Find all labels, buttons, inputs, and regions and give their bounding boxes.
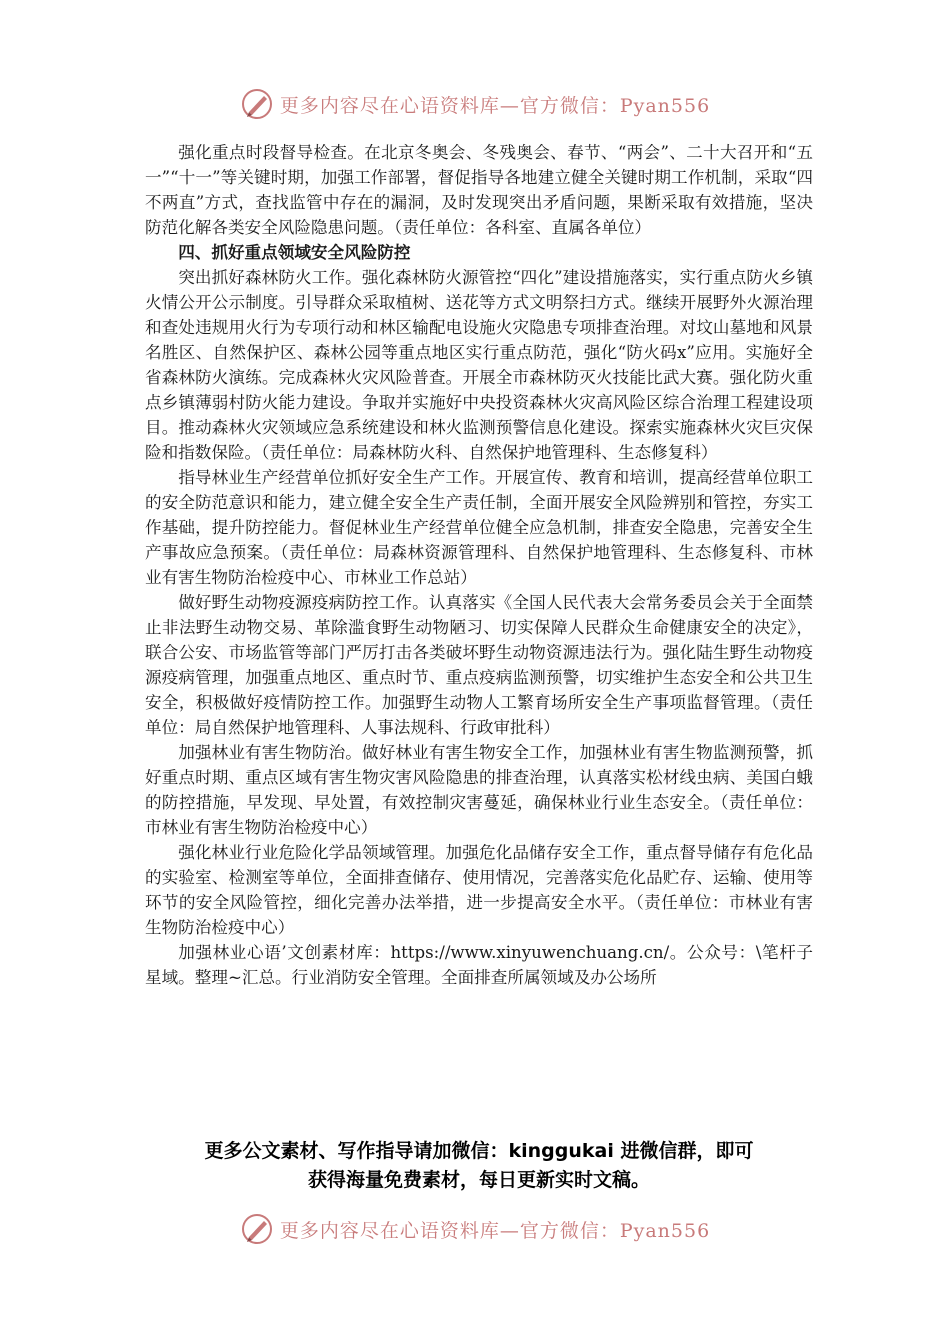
section-heading: 四、抓好重点领域安全风险防控	[178, 242, 411, 262]
paragraph-fire-safety: 加强林业心语’文创素材库：https://www.xinyuwenchuang.cn/。公众号：\笔杆子星域。整理~汇总。行业消防安全管理。全面排查所属领域及办公场所	[145, 943, 813, 987]
pen-logo-icon	[240, 1212, 274, 1246]
watermark-banner-bottom	[0, 1209, 950, 1249]
paragraph-hazardous-chemicals: 强化林业行业危险化学品领域管理。加强危化品储存安全工作，重点督导储存有危化品的实验室、检测室等单位，全面排查储存、使用情况，完善落实危化品贮存、运输、使用等环节的安全风险管控，细化完善办法举措，进一步提高安全水平。（责任单位：市林业有害生物防治检疫中心）	[145, 843, 813, 937]
paragraph-pest-control: 加强林业有害生物防治。做好林业有害生物安全工作，加强林业有害生物监测预警，抓好重点时期、重点区域有害生物灾害风险隐患的排查治理，认真落实松材线虫病、美国白蛾的防控措施，早发现、早处置，有效控制灾害蔓延，确保林业行业生态安全。（责任单位：市林业有害生物防治检疫中心）	[145, 743, 813, 837]
document-body	[145, 140, 813, 990]
promo-line-2: 获得海量免费素材，每日更新实时文稿。	[307, 1169, 650, 1191]
paragraph-wildlife-disease: 做好野生动物疫源疫病防控工作。认真落实《全国人民代表大会常务委员会关于全面禁止非法野生动物交易、革除滥食野生动物陋习、切实保障人民群众生命健康安全的决定》，联合公安、市场监管等部门严厉打击各类破坏野生动物资源违法行为。强化陆生野生动物疫源疫病管理，加强重点地区、重点时节、重点疫病监测预警，切实维护生态安全和公共卫生安全，积极做好疫情防控工作。加强野生动物人工繁育场所安全生产事项监督管理。（责任单位：局自然保护地管理科、人事法规科、行政审批科）	[145, 593, 813, 737]
promo-line-1: 更多公文素材、写作指导请加微信：kinggukai 进微信群，即可	[204, 1140, 754, 1162]
watermark-text: 更多内容尽在心语资料库—官方微信：Pyan556	[279, 1219, 711, 1242]
watermark-text: 更多内容尽在心语资料库—官方微信：Pyan556	[279, 94, 711, 117]
paragraph-production-safety: 指导林业生产经营单位抓好安全生产工作。开展宣传、教育和培训，提高经营单位职工的安全防范意识和能力，建立健全安全生产责任制，全面开展安全风险辨别和管控，夯实工作基础，提升防控能力。督促林业生产经营单位健全应急机制，排查安全隐患，完善安全生产事故应急预案。（责任单位：局森林资源管理科、自然保护地管理科、生态修复科、市林业有害生物防治检疫中心、市林业工作总站）	[145, 468, 813, 587]
paragraph-forest-fire: 突出抓好森林防火工作。强化森林防火源管控“四化”建设措施落实，实行重点防火乡镇火情公开公示制度。引导群众采取植树、送花等方式文明祭扫方式。继续开展野外火源治理和查处违规用火行为专项行动和林区输配电设施火灾隐患专项排查治理。对坟山墓地和风景名胜区、自然保护区、森林公园等重点地区实行重点防范，强化“防火码x”应用。实施好全省森林防火演练。完成森林火灾风险普查。开展全市森林防灭火技能比武大赛。强化防火重点乡镇薄弱村防火能力建设。争取并实施好中央投资森林火灾高风险区综合治理工程建设项目。推动森林火灾领域应急系统建设和林火监测预警信息化建设。探索实施森林火灾巨灾保险和指数保险。（责任单位：局森林防火科、自然保护地管理科、生态修复科）	[145, 268, 813, 462]
promo-notice	[145, 1137, 813, 1195]
pen-logo-icon	[240, 87, 274, 121]
paragraph-key-period-supervision: 强化重点时段督导检查。在北京冬奥会、冬残奥会、春节、“两会”、二十大召开和“五一”“十一”等关键时期，加强工作部署，督促指导各地建立健全关键时期工作机制，采取“四不两直”方式，查找监管中存在的漏洞，及时发现突出矛盾问题，果断采取有效措施，坚决防范化解各类安全风险隐患问题。（责任单位：各科室、直属各单位）	[145, 143, 813, 237]
watermark-banner-top	[0, 84, 950, 124]
